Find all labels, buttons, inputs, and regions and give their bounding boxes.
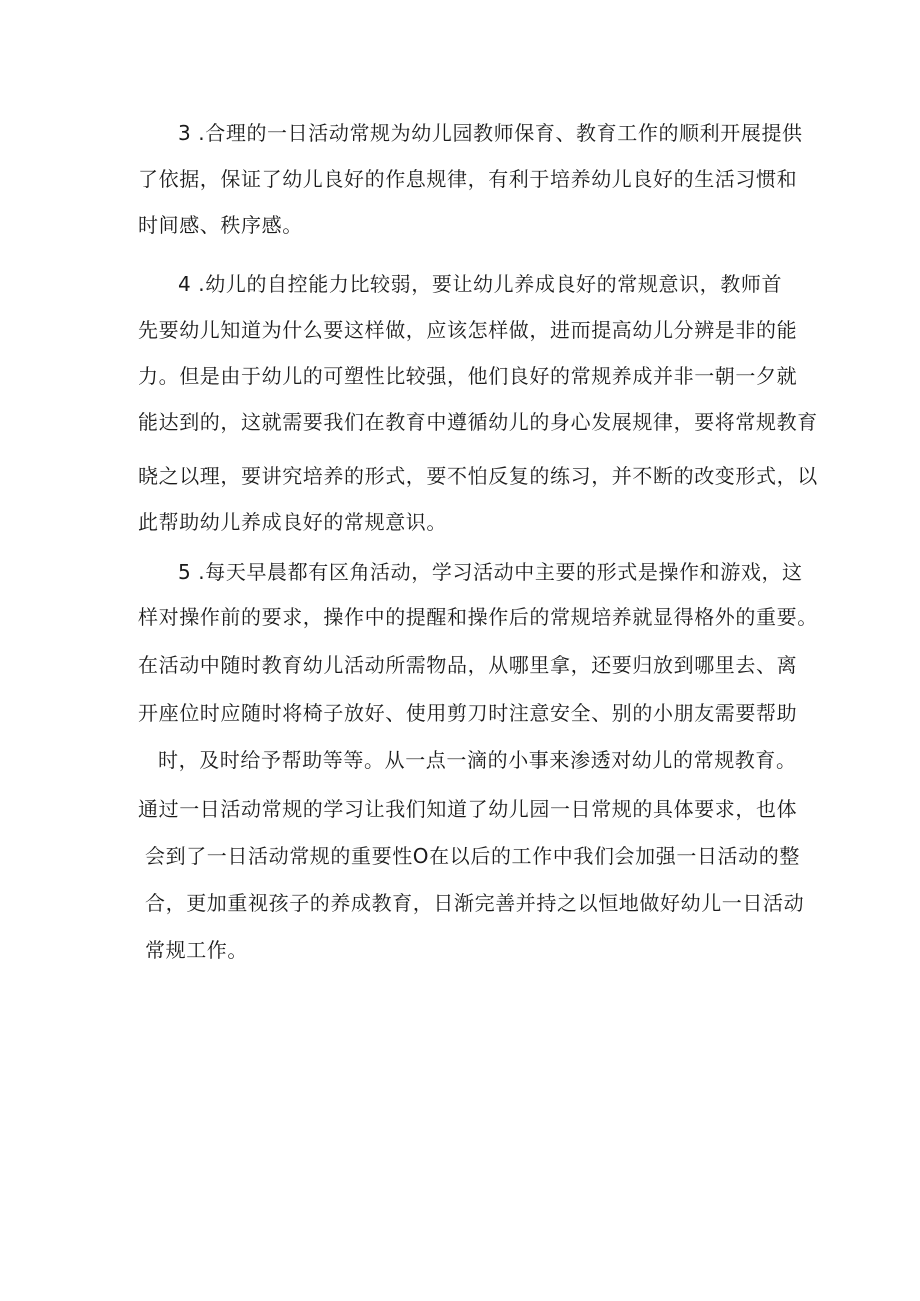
paragraph-3-line-1: 5 .每天早晨都有区角活动，学习活动中主要的形式是操作和游戏，这 (178, 560, 803, 584)
paragraph-2-line-4: 能达到的，这就需要我们在教育中遵循幼儿的身心发展规律，要将常规教育 (138, 410, 818, 434)
paragraph-3-line-2: 样对操作前的要求，操作中的提醒和操作后的常规培养就显得格外的重要。 (138, 605, 818, 629)
paragraph-2-line-3: 力。但是由于幼儿的可塑性比较强，他们良好的常规养成并非一朝一夕就 (138, 364, 798, 388)
paragraph-4-line-1: 通过一日活动常规的学习让我们知道了幼儿园一日常规的具体要求，也体 (138, 797, 798, 821)
paragraph-3-line-5: 时，及时给予帮助等等。从一点一滴的小事来渗透对幼儿的常规教育。 (158, 748, 797, 772)
paragraph-1-line-2: 了依据，保证了幼儿良好的作息规律，有利于培养幼儿良好的生活习惯和 (138, 167, 798, 191)
paragraph-3-line-3: 在活动中随时教育幼儿活动所需物品，从哪里拿，还要归放到哪里去、离 (138, 653, 798, 677)
paragraph-2-line-2: 先要幼儿知道为什么要这样做，应该怎样做，进而提高幼儿分辨是非的能 (138, 318, 798, 342)
paragraph-1-line-1: 3 .合理的一日活动常规为幼儿园教师保育、教育工作的顺利开展提供 (178, 121, 803, 145)
paragraph-4-line-3: 合，更加重视孩子的养成教育，日渐完善并持之以恒地做好幼儿一日活动 (145, 891, 805, 915)
paragraph-4-line-2: 会到了一日活动常规的重要性O在以后的工作中我们会加强一日活动的整 (145, 844, 800, 868)
paragraph-2-line-5: 晓之以理，要讲究培养的形式，要不怕反复的练习，并不断的改变形式，以 (138, 464, 818, 488)
paragraph-3-line-4: 开座位时应随时将椅子放好、使用剪刀时注意安全、别的小朋友需要帮助 (138, 701, 798, 725)
paragraph-1-line-3: 时间感、秩序感。 (138, 213, 303, 237)
paragraph-2-line-6: 此帮助幼儿养成良好的常规意识。 (138, 510, 447, 534)
paragraph-4-line-4: 常规工作。 (145, 938, 248, 962)
paragraph-2-line-1: 4 .幼儿的自控能力比较弱，要让幼儿养成良好的常规意识，教师首 (178, 272, 783, 296)
